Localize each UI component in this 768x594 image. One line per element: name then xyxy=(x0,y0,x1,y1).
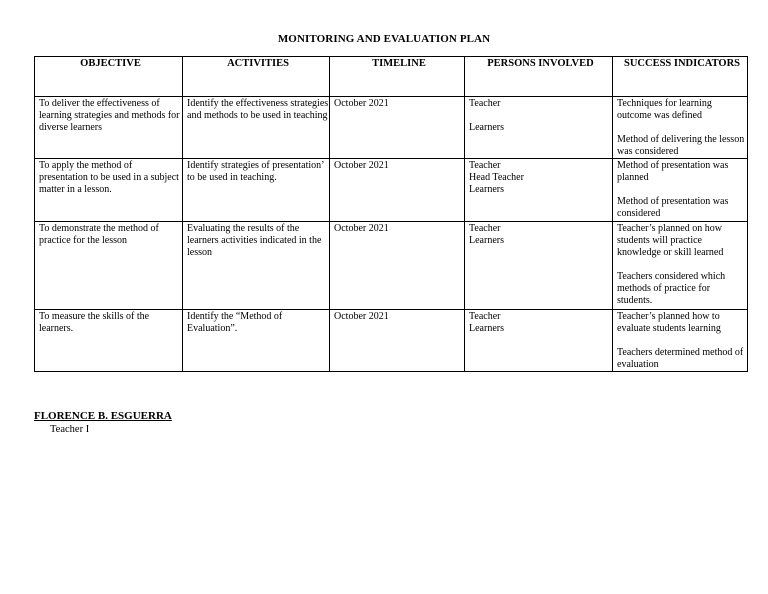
header-activities: ACTIVITIES xyxy=(183,57,330,97)
activities-cell: Identify the effectiveness strategies and methods to be used in teaching xyxy=(183,97,330,159)
objective-cell: To measure the skills of the learners. xyxy=(35,310,183,372)
header-persons-involved: PERSONS INVOLVED xyxy=(465,57,613,97)
persons-cell xyxy=(465,310,613,372)
table-row xyxy=(35,222,748,310)
timeline-cell: October 2021 xyxy=(330,222,465,310)
objective-cell: To demonstrate the method of practice for the lesson xyxy=(35,222,183,310)
timeline-cell: October 2021 xyxy=(330,97,465,159)
activities-cell: Evaluating the results of the learners activities indicated in the lesson xyxy=(183,222,330,310)
persons-cell xyxy=(465,97,613,159)
page-title: MONITORING AND EVALUATION PLAN xyxy=(277,33,491,45)
person-entry: Teacher xyxy=(469,311,501,322)
indicator-entry: Teacher’s planned how to evaluate students learning xyxy=(617,311,721,334)
header-success-indicators: SUCCESS INDICATORS xyxy=(613,57,748,97)
person-entry: Learners xyxy=(469,323,504,334)
activities-cell: Identify the “Method of Evaluation”. xyxy=(183,310,330,372)
timeline-cell: October 2021 xyxy=(330,310,465,372)
person-entry: Learners xyxy=(469,235,504,246)
indicator-entry: Techniques for learning outcome was defined xyxy=(617,98,712,121)
person-entry: Teacher xyxy=(469,160,501,171)
indicators-cell xyxy=(613,97,748,159)
signatory-name: FLORENCE B. ESGUERRA xyxy=(34,410,172,422)
person-entry: Learners xyxy=(469,184,504,195)
indicators-cell xyxy=(613,222,748,310)
indicator-entry: Method of delivering the lesson was considered xyxy=(617,134,745,157)
plan-table xyxy=(34,56,748,372)
activities-cell: Identify strategies of presentation’ to be used in teaching. xyxy=(183,159,330,222)
indicators-cell xyxy=(613,310,748,372)
table-row xyxy=(35,159,748,222)
table-row xyxy=(35,97,748,159)
indicators-cell xyxy=(613,159,748,222)
objective-cell: To apply the method of presentation to be used in a subject matter in a lesson. xyxy=(35,159,183,222)
timeline-cell: October 2021 xyxy=(330,159,465,222)
objective-cell: To deliver the effectiveness of learning strategies and methods for diverse learners xyxy=(35,97,183,159)
header-objective: OBJECTIVE xyxy=(35,57,183,97)
signatory-role: Teacher I xyxy=(50,424,90,435)
indicator-entry: Teachers determined method of evaluation xyxy=(617,347,744,370)
table-header-row xyxy=(35,57,748,97)
indicator-entry: Teachers considered which methods of practice for students. xyxy=(617,271,726,306)
indicator-entry: Method of presentation was considered xyxy=(617,196,729,219)
indicator-entry: Teacher’s planned on how students will practice knowledge or skill learned xyxy=(617,223,724,258)
indicator-entry: Method of presentation was planned xyxy=(617,160,729,183)
person-entry: Head Teacher xyxy=(469,172,524,183)
person-entry: Teacher xyxy=(469,223,501,234)
persons-cell xyxy=(465,159,613,222)
table-row xyxy=(35,310,748,372)
header-timeline: TIMELINE xyxy=(330,57,465,97)
person-entry: Teacher xyxy=(469,98,501,109)
person-entry: Learners xyxy=(469,122,504,133)
persons-cell xyxy=(465,222,613,310)
